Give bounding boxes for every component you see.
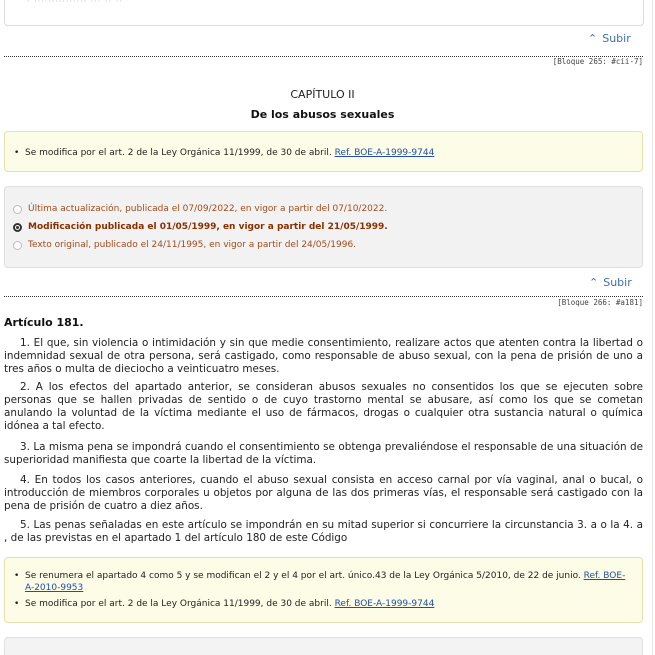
radio-button-selected[interactable]	[13, 223, 22, 232]
article-paragraph-4: 4. En todos los casos anteriores, cuando el abuso sexual consista en acceso carnal por vía vaginal, anal o bucal, o introducción de miembros corporales u objetos por alguna de las dos primeras vías, el responsable será castigado con la pena de prisión de cuatro a diez años.	[4, 474, 643, 512]
version-label: Última actualización, publicada el 07/09/2022, en vigor a partir del 07/10/2022.	[28, 204, 388, 214]
previous-block-card	[4, 0, 644, 26]
subir-link-top[interactable]	[588, 32, 631, 45]
article-paragraph-3: 3. La misma pena se impondrá cuando el consentimiento se obtenga prevaliéndose el responsable de una situación de superioridad manifiesta que coarte la libertad de la víctima.	[4, 441, 643, 466]
bullet-icon: •	[14, 571, 20, 581]
chevron-up-icon: ⌃	[588, 32, 598, 45]
article-paragraph-1: 1. El que, sin violencia o intimidación y sin que medie consentimiento, realizare actos que atenten contra la libertad o indemnidad sexual de otra persona, será castigado, como responsable de abuso sexual, con la pena de prisión de uno a tres años o multa de dieciocho a veinticuatro meses.	[4, 337, 643, 375]
block-divider	[4, 56, 643, 57]
previous-block-text: · ··············· ··· ·· ··	[27, 0, 123, 6]
next-block-card	[4, 637, 643, 655]
subir-label: Subir	[602, 32, 631, 45]
block-divider	[4, 296, 643, 297]
chapter-number: CAPÍTULO II	[290, 88, 355, 101]
chapter-title: De los abusos sexuales	[250, 108, 395, 121]
boe-reference-link[interactable]: Ref. BOE-A-2010-9953	[25, 571, 626, 593]
version-label: Texto original, publicado el 24/11/1995, en vigor a partir del 24/05/1996.	[28, 240, 357, 250]
bloque-265-id: [Bloque 265: #cii-7]	[552, 57, 643, 66]
note-item	[14, 147, 632, 159]
version-selector	[4, 186, 643, 268]
article-title: Artículo 181.	[4, 316, 84, 329]
bloque-266-id: [Bloque 266: #a181]	[557, 298, 643, 307]
radio-button[interactable]	[13, 241, 22, 250]
note-text: Se modifica por el art. 2 de la Ley Orgánica 11/1999, de 30 de abril.	[25, 148, 335, 158]
note-item	[14, 570, 632, 594]
chapter-note	[4, 131, 643, 172]
boe-reference-link[interactable]: Ref. BOE-A-1999-9744	[334, 599, 435, 609]
scrollbar-track[interactable]	[652, 0, 653, 655]
bullet-icon: •	[14, 148, 20, 158]
bullet-icon: •	[14, 599, 20, 609]
note-text: Se modifica por el art. 2 de la Ley Orgánica 11/1999, de 30 de abril.	[25, 599, 335, 609]
article-notes	[4, 557, 643, 623]
radio-button[interactable]	[13, 205, 22, 214]
note-text: Se renumera el apartado 4 como 5 y se modifican el 2 y el 4 por el art. único.43 de la Ley Orgánica 5/2010, de 22 de junio.	[25, 571, 584, 581]
version-option-latest[interactable]	[13, 204, 387, 214]
version-option-original[interactable]	[13, 240, 356, 250]
version-option-1999[interactable]	[13, 222, 388, 232]
subir-link[interactable]	[589, 276, 632, 289]
chevron-up-icon: ⌃	[589, 276, 599, 289]
note-item	[14, 598, 632, 610]
boe-reference-link[interactable]: Ref. BOE-A-1999-9744	[334, 148, 435, 158]
article-paragraph-5: 5. Las penas señaladas en este artículo se impondrán en su mitad superior si concurriere la circunstancia 3. a o la 4. a , de las previstas en el apartado 1 del artículo 180 de este Código	[4, 519, 643, 544]
version-label: Modificación publicada el 01/05/1999, en vigor a partir del 21/05/1999.	[28, 222, 388, 232]
subir-label: Subir	[603, 276, 632, 289]
article-paragraph-2: 2. A los efectos del apartado anterior, se consideran abusos sexuales no consentidos los que se ejecuten sobre personas que se hallen privadas de sentido o de cuyo trastorno mental se abusare, así como los que se cometan anulando la voluntad de la víctima mediante el uso de fármacos, drogas o cualquier otra sustancia natural o química idónea a tal efecto.	[4, 381, 643, 432]
